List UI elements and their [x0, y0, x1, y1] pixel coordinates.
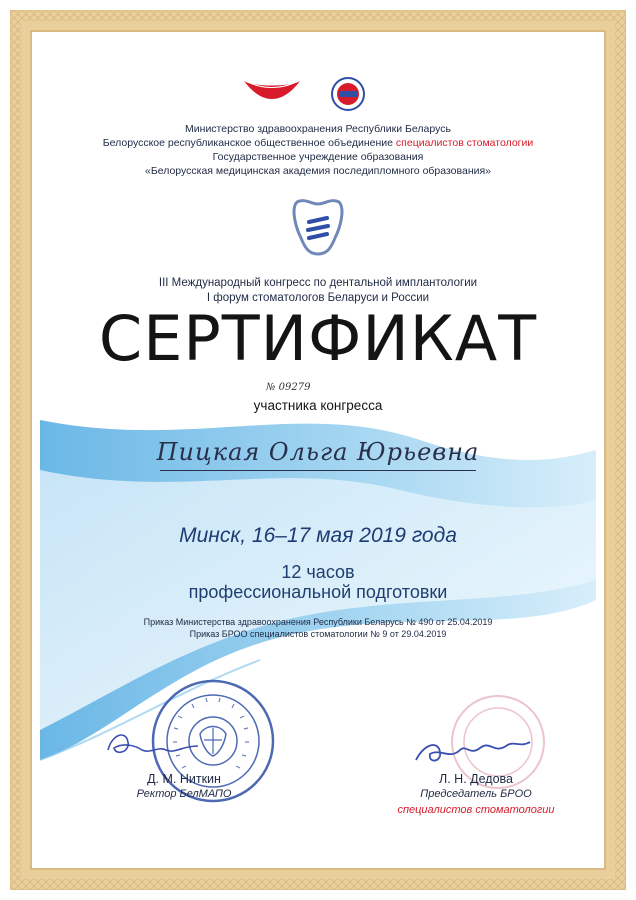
belmapo-logo-icon: [330, 76, 366, 112]
left-signer-name: Д. М. Ниткин: [147, 772, 221, 786]
orders-block: [40, 616, 596, 640]
ministry-line: Министерство здравоохранения Республики Беларусь: [185, 123, 451, 135]
institution-line: Государственное учреждение образования: [212, 151, 424, 163]
hours-description: профессиональной подготовки: [188, 582, 448, 602]
right-signer-name: Л. Н. Дедова: [439, 772, 513, 786]
name-underline: [160, 470, 476, 471]
event-dates: Минск, 16–17 мая 2019 года: [179, 524, 457, 547]
academy-line: «Белорусская медицинская академия последипломного образования»: [144, 165, 492, 177]
training-hours: [40, 562, 596, 602]
right-signer-role-2: специалистов стоматологии: [397, 804, 555, 816]
event-line-2: I форум стоматологов Беларуси и России: [206, 292, 430, 304]
ministry-order: Приказ Министерства здравоохранения Республики Беларусь № 490 от 25.04.2019: [143, 617, 493, 627]
hours-count: 12 часов: [281, 562, 355, 582]
event-line-1: III Международный конгресс по дентальной имплантологии: [158, 277, 478, 289]
participant-subtitle: участника конгресса: [253, 398, 383, 413]
certificate-body: [40, 40, 596, 860]
tooth-implant-icon: [291, 198, 345, 258]
right-signer-role-1: Председатель БРОО: [420, 788, 532, 800]
recipient-name: Пицкая Ольга Юрьевна: [156, 438, 480, 466]
certificate-title: СЕРТИФИКАТ: [98, 302, 538, 375]
organizers-block: [40, 122, 596, 178]
certificate-number: № 09279: [266, 382, 311, 393]
left-signature-icon: [102, 716, 212, 766]
broo-order: Приказ БРОО специалистов стоматологии № 9 от 29.04.2019: [189, 629, 447, 639]
left-signer-role: Ректор БелМАПО: [136, 788, 232, 800]
association-line: Белорусское республиканское общественное объединение специалистов стоматологии: [102, 137, 534, 149]
broo-logo-icon: [242, 77, 302, 107]
